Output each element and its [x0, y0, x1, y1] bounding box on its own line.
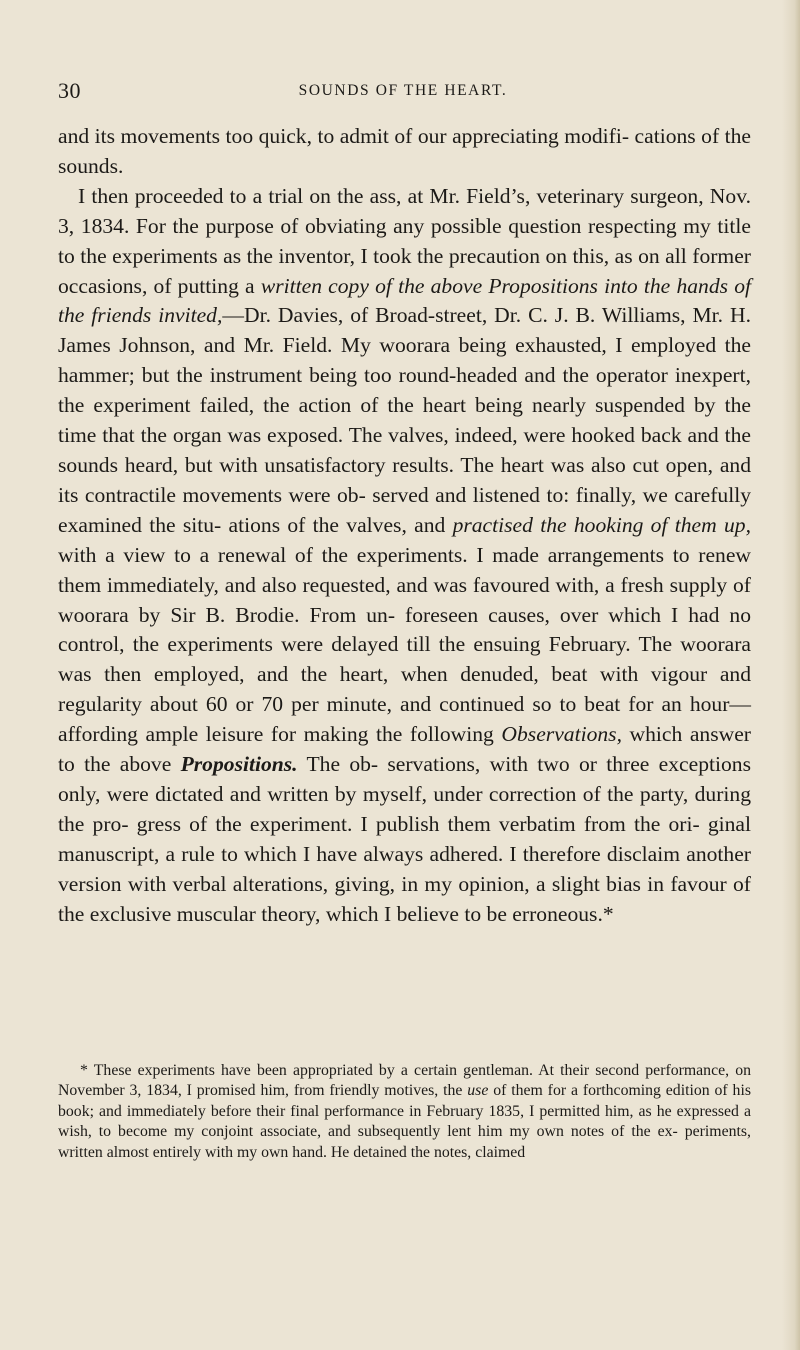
- text-run: and its movements too quick, to admit of our appreciating modifi- cations of the sounds.: [58, 124, 751, 178]
- footnote-paragraph: [58, 1061, 751, 1163]
- italic-text: Observations,: [501, 722, 622, 747]
- footnote: [58, 1061, 751, 1163]
- body-text: [58, 122, 751, 929]
- text-run: —Dr. Davies, of Broad-street, Dr. C. J. B. Williams, Mr. H. James Johnson, and Mr. Field. My woorara being exhausted, I employed the hammer; but the instrument being too round-headed and the operator inexpert, the experiment failed, the action of the heart being nearly suspended by the time that the organ was exposed. The valves, indeed, were hooked back and the sounds heard, but with unsatisfactory results. The heart was also cut open, and its contractile movements were ob- served and listened to: finally, we carefully examined the situ- ations of the valves, and: [58, 303, 751, 537]
- italic-text: written copy of the above Propositions into the hands of the friends invited,: [58, 273, 752, 328]
- running-head: SOUNDS OF THE HEART.: [298, 82, 508, 99]
- italic-text: use: [467, 1082, 489, 1100]
- paragraph: [58, 182, 751, 930]
- paragraph: [58, 122, 751, 182]
- page-header: [58, 78, 748, 108]
- text-run: I then proceeded to a trial on the ass, at Mr. Field’s, veterinary surgeon, Nov. 3, 1834. For the purpose of obviating any possible question respecting my title to the experiments as the inventor, I took the precaution on this, as on all former occasions, of putting a: [58, 183, 751, 298]
- text-run: which answer to the above: [58, 722, 751, 777]
- italic-text: practised the hooking of them up,: [452, 512, 751, 537]
- bold-italic-text: Propositions.: [180, 752, 298, 777]
- text-run: with a view to a renewal of the experiments. I made arrangements to renew them immediately, and also requested, and was favoured with, a fresh supply of woorara by Sir B. Brodie. From un- foreseen causes, over which I had no control, the experiments were delayed till the ensuing February. The woorara was then employed, and the heart, when denuded, beat with vigour and regularity about 60 or 70 per minute, and continued so to beat for an hour—affording ample leisure for making the following: [58, 542, 751, 747]
- text-run: of them for a forthcoming edition of his book; and immediately before their final performance in February 1835, I permitted him, as he expressed a wish, to become my conjoint associate, and subsequently lent him my own notes of the ex- periments, written almost entirely with my own hand. He detained the notes, claimed: [58, 1082, 751, 1161]
- page-number: 30: [58, 78, 81, 103]
- text-run: The ob- servations, with two or three exceptions only, were dictated and written by myself, under correction of the party, during the pro- gress of the experiment. I publish them verbatim from the ori- ginal manuscript, a rule to which I have always adhered. I therefore disclaim another version with verbal alterations, giving, in my opinion, a slight bias in favour of the exclusive muscular theory, which I believe to be erroneous.*: [58, 752, 751, 926]
- text-run: * These experiments have been appropriated by a certain gentleman. At their second performance, on November 3, 1834, I promised him, from friendly motives, the: [58, 1062, 751, 1100]
- page-edge-shadow: [782, 0, 800, 1350]
